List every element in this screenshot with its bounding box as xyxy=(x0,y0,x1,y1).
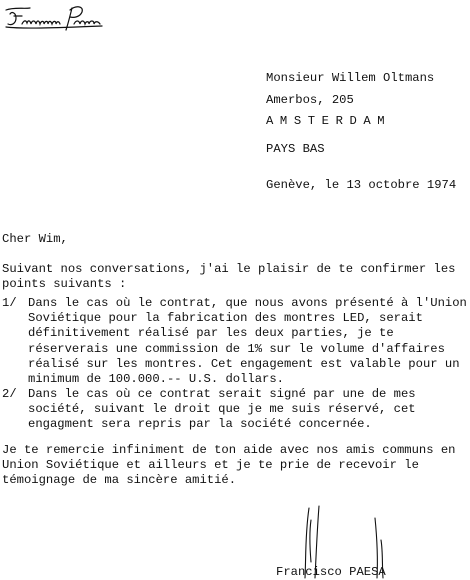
recipient-country: PAYS BAS xyxy=(266,141,325,156)
intro-paragraph: Suivant nos conversations, j'ai le plaisir de te confirmer les points suivants : xyxy=(2,262,456,291)
recipient-street: Amerbos, 205 xyxy=(266,92,354,107)
list-item-text: Dans le cas où ce contrat serait signé par une de mes société, suivant le droit que je me suis réservé, cet engagment sera repris par la société concernée. xyxy=(28,387,416,432)
list-item xyxy=(2,296,468,387)
closing-paragraph: Je te remercie infiniment de ton aide avec nos amis communs en Union Soviétique et ailleurs et je te prie de recevoir le témoignage de ma sincère amitié. xyxy=(2,443,456,487)
list-item xyxy=(2,387,468,433)
recipient-address xyxy=(266,68,434,160)
list-item-text: Dans le cas où le contrat, que nous avons présenté à l'Union Soviétique pour la fabrication des montres LED, serait définitivement réalisé par les deux parties, je te réserverais une commission de 1% sur le volume d'affaires réalisé sur les montres. Cet engagement est valable pour un minimum de 100.000.-- U.S. dollars. xyxy=(28,296,467,387)
recipient-name: Monsieur Willem Oltmans xyxy=(266,71,435,85)
salutation: Cher Wim, xyxy=(2,232,68,246)
list-item-number: 1/ xyxy=(2,296,17,310)
letterhead-logo xyxy=(2,0,112,40)
date-line: Genève, le 13 octobre 1974 xyxy=(266,178,457,192)
letterhead-script-icon xyxy=(2,0,112,40)
recipient-city: AMSTERDAM xyxy=(266,114,392,128)
list-item-number: 2/ xyxy=(2,387,17,401)
signature-name: Francisco PAESA xyxy=(276,565,386,579)
